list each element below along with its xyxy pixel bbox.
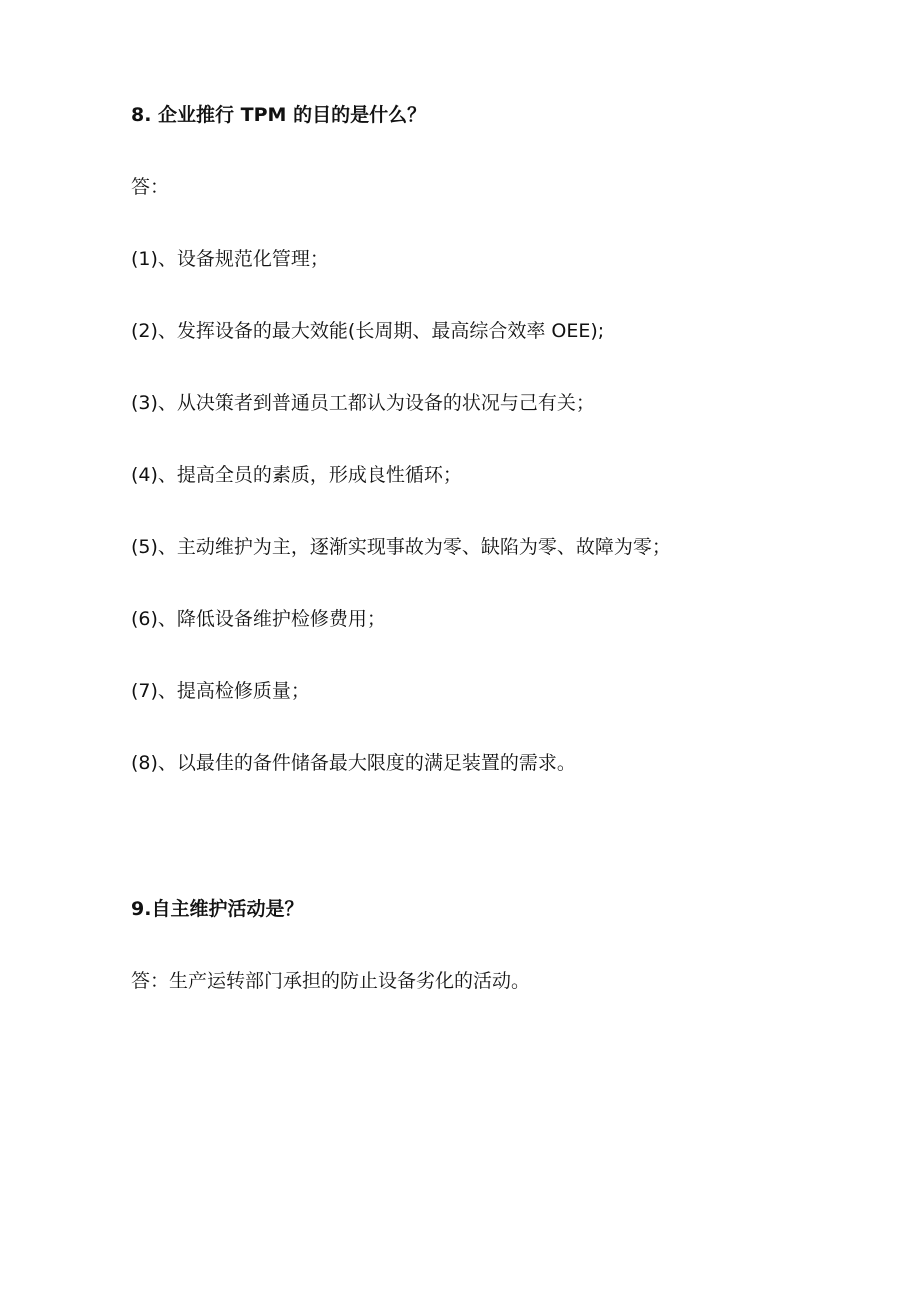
- answer-item-2: (2)、发挥设备的最大效能(长周期、最高综合效率 OEE);: [131, 320, 605, 342]
- answer-item-7: (7)、提高检修质量；: [131, 680, 310, 702]
- question-8-title: 8. 企业推行 TPM 的目的是什么？: [131, 104, 427, 126]
- answer-item-3: (3)、从决策者到普通员工都认为设备的状况与己有关；: [131, 392, 595, 414]
- answer-item-4: (4)、提高全员的素质，形成良性循环；: [131, 464, 462, 486]
- question-8-answer-prefix: 答：: [131, 176, 170, 198]
- question-9-answer: 答：生产运转部门承担的防止设备劣化的活动。: [131, 970, 531, 992]
- question-9-title: 9.自主维护活动是？: [131, 898, 304, 920]
- answer-item-8: (8)、以最佳的备件储备最大限度的满足装置的需求。: [131, 752, 576, 774]
- answer-item-5: (5)、主动维护为主，逐渐实现事故为零、缺陷为零、故障为零；: [131, 536, 671, 558]
- answer-item-1: (1)、设备规范化管理；: [131, 248, 329, 270]
- answer-item-6: (6)、降低设备维护检修费用；: [131, 608, 386, 630]
